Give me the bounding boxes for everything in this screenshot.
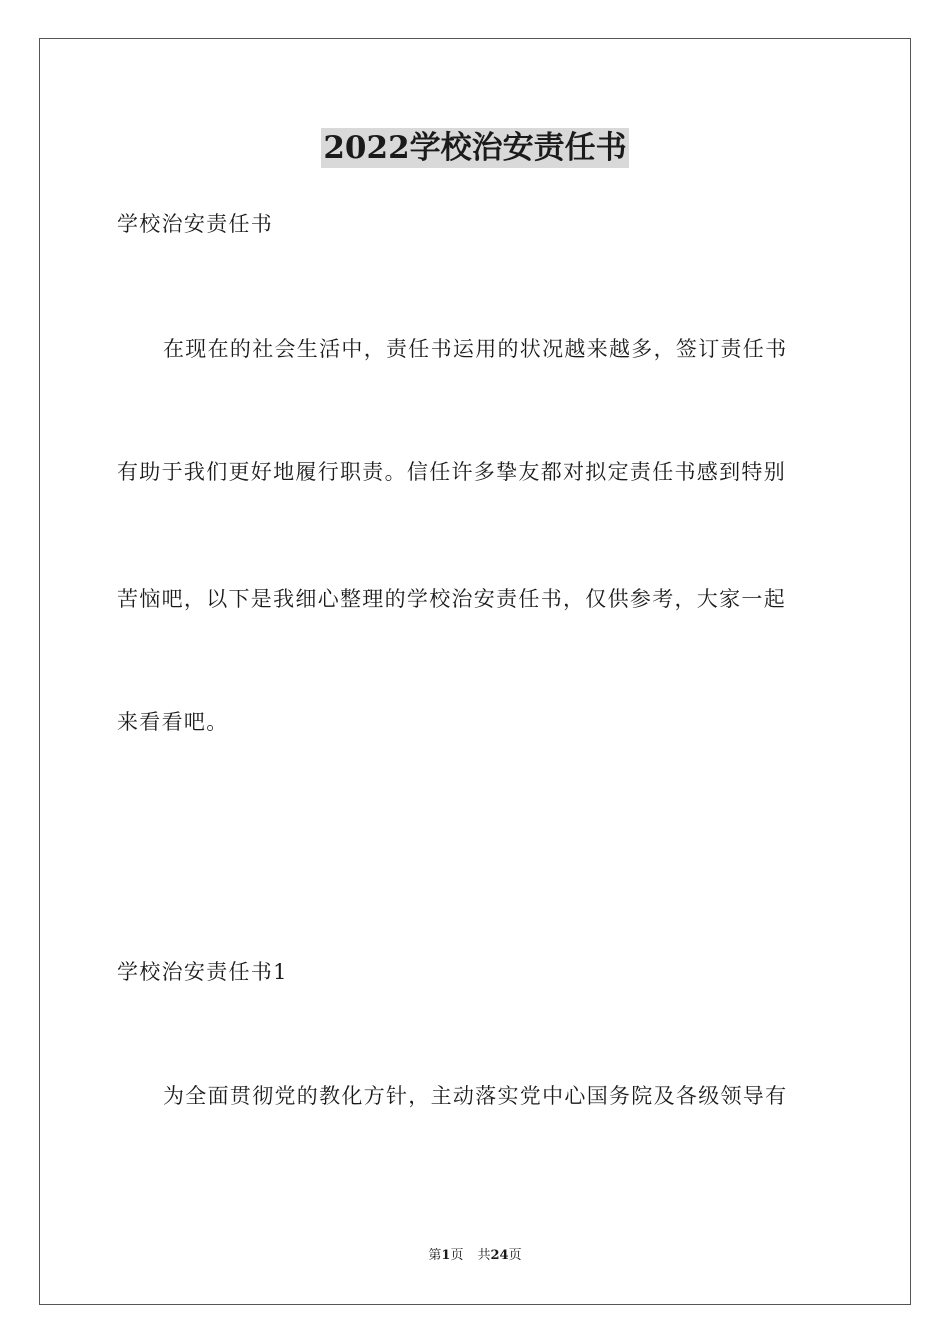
section-heading: 学校治安责任书1	[117, 960, 288, 984]
footer-page-suffix: 页	[450, 1248, 464, 1263]
intro-line-1: 在现在的社会生活中，责任书运用的状况越来越多，签订责任书	[163, 337, 788, 361]
intro-line-3: 苦恼吧，以下是我细心整理的学校治安责任书，仅供参考，大家一起	[117, 587, 786, 611]
intro-line-4: 来看看吧。	[117, 710, 229, 734]
title-container	[0, 128, 950, 168]
footer-total-pages: 24	[490, 1248, 509, 1263]
footer-total-prefix: 共	[477, 1248, 491, 1263]
footer-total-suffix: 页	[508, 1248, 522, 1263]
footer-page-number: 1	[441, 1248, 451, 1263]
document-subtitle: 学校治安责任书	[117, 212, 274, 236]
document-title: 2022学校治安责任书	[323, 130, 627, 166]
footer-page-prefix: 第	[428, 1248, 442, 1263]
intro-line-2: 有助于我们更好地履行职责。信任许多挚友都对拟定责任书感到特别	[117, 460, 786, 484]
section-line-1: 为全面贯彻党的教化方针，主动落实党中心国务院及各级领导有	[163, 1084, 788, 1108]
page-footer	[0, 1247, 950, 1265]
